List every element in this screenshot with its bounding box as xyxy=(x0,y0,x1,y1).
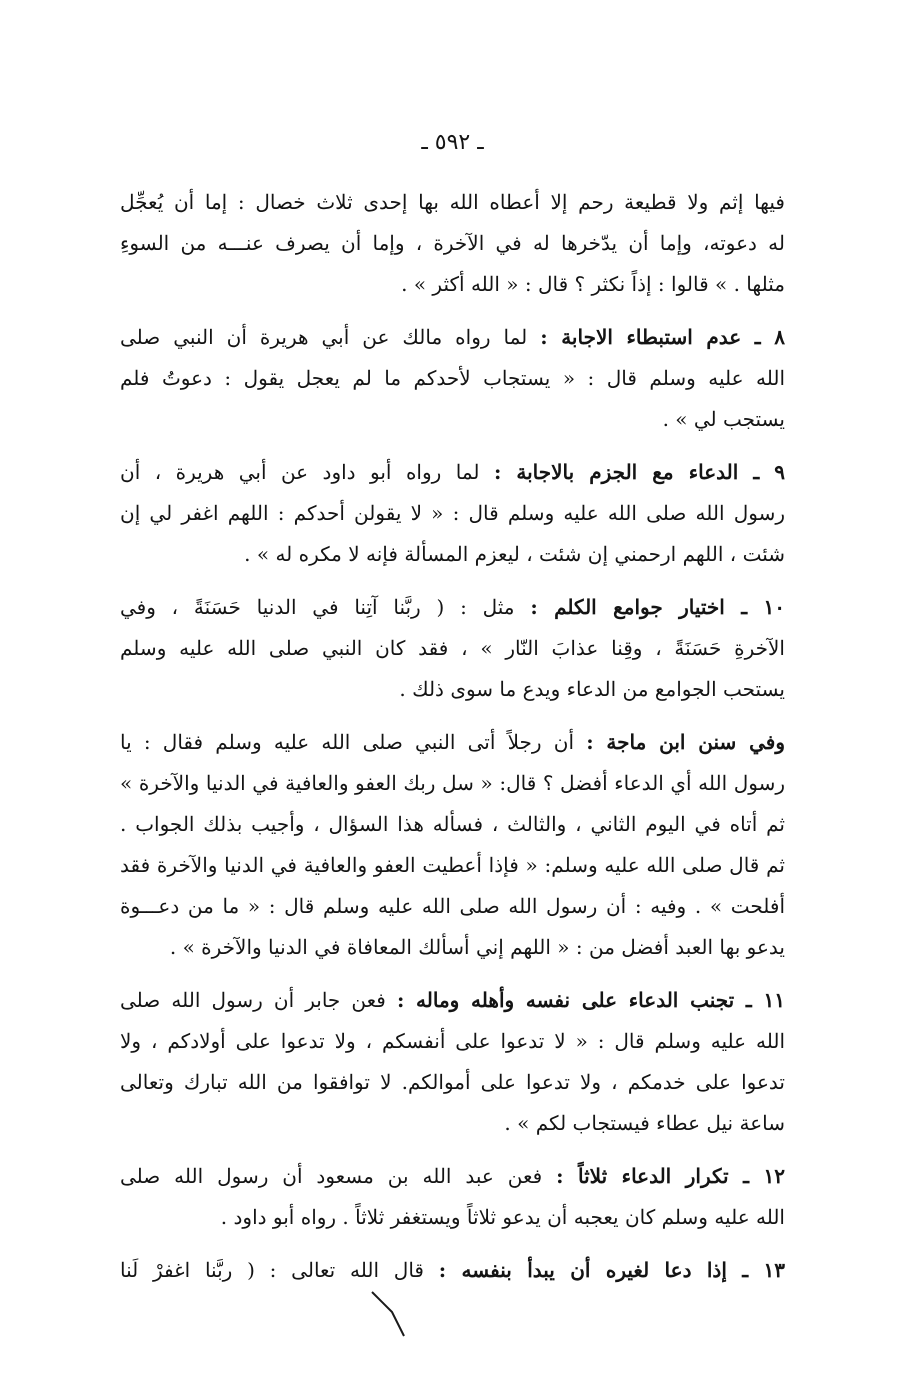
page-number: ـ ٥٩٢ ـ xyxy=(421,130,484,155)
text-line: الله عليه وسلم قال : « يستجاب لأحدكم ما لم يعجل يقول : دعوتُ فلم xyxy=(120,366,785,390)
text-line: رسول الله صلى الله عليه وسلم قال : « لا يقولن أحدكم : اللهم اغفر لي إن xyxy=(120,501,785,525)
text-run: فعن جابر أن رسول الله صلى xyxy=(120,988,397,1012)
text-line: شئت ، اللهم ارحمني إن شئت ، ليعزم المسألة فإنه لا مكره له » . xyxy=(244,542,785,566)
text-line: يستجب لي » . xyxy=(662,407,785,431)
section-heading: ٩ ـ الدعاء مع الجزم بالاجابة : xyxy=(493,460,785,484)
text-line: ثم قال صلى الله عليه وسلم: « فإذا أعطيت العفو والعافية في الدنيا والآخرة فقد xyxy=(120,853,785,877)
text-line: رسول الله أي الدعاء أفضل ؟ قال: « سل ربك العفو والعافية في الدنيا والآخرة » xyxy=(120,771,785,795)
section-heading: وفي سنن ابن ماجة : xyxy=(586,730,785,754)
text-line: ساعة نيل عطاء فيستجاب لكم » . xyxy=(504,1111,785,1135)
text-line: له دعوته، وإما أن يدّخرها له في الآخرة ، وإما أن يصرف عنـــه من السوءِ xyxy=(120,231,785,255)
section-heading: ١٣ ـ إذا دعا لغيره أن يبدأ بنفسه : xyxy=(438,1258,785,1282)
text-run: قال الله تعالى : ( ربَّنا اغفرْ لَنا xyxy=(120,1258,439,1282)
text-line: الله عليه وسلم كان يعجبه أن يدعو ثلاثاً ويستغفر ثلاثاً . رواه أبو داود . xyxy=(220,1205,785,1229)
text-run: لما رواه أبو داود عن أبي هريرة ، أن xyxy=(120,460,494,484)
text-line: فيها إثم ولا قطيعة رحم إلا أعطاه الله بها إحدى ثلاث خصال : إما أن يُعجِّل xyxy=(120,190,785,214)
section-heading: ١١ ـ تجنب الدعاء على نفسه وأهله وماله : xyxy=(396,988,785,1012)
text-line: أفلحت » . وفيه : أن رسول الله صلى الله عليه وسلم قال : « ما من دعـــوة xyxy=(120,894,785,918)
section-heading: ١٢ ـ تكرار الدعاء ثلاثاً : xyxy=(556,1164,785,1188)
text-line: يستحب الجوامع من الدعاء ويدع ما سوى ذلك . xyxy=(399,677,785,701)
text-line: الله عليه وسلم قال : « لا تدعوا على أنفسكم ، ولا تدعوا على أولادكم ، ولا xyxy=(120,1029,785,1053)
text-line: يدعو بها العبد أفضل من : « اللهم إني أسألك المعافاة في الدنيا والآخرة » . xyxy=(169,935,785,959)
text-run: لما رواه مالك عن أبي هريرة أن النبي صلى xyxy=(120,325,541,349)
text-line: ثم أتاه في اليوم الثاني ، والثالث ، فسأله هذا السؤال ، وأجيب بذلك الجواب . xyxy=(120,812,785,836)
text-line: مثلها . » قالوا : إذاً نكثر ؟ قال : « الله أكثر » . xyxy=(401,272,785,296)
text-run: فعن عبد الله بن مسعود أن رسول الله صلى xyxy=(120,1164,557,1188)
text-run: أن رجلاً أتى النبي صلى الله عليه وسلم فقال : يا xyxy=(120,730,587,754)
text-line: الآخرةِ حَسَنَةً ، وقِنا عذابَ النّار » ، فقد كان النبي صلى الله عليه وسلم xyxy=(120,636,785,660)
text-run: مثل : ( ربَّنا آتِنا في الدنيا حَسَنَةً ، وفي xyxy=(120,595,531,619)
section-heading: ٨ ـ عدم استبطاء الاجابة : xyxy=(540,325,785,349)
text-line: تدعوا على خدمكم ، ولا تدعوا على أموالكم. لا توافقوا من الله تبارك وتعالى xyxy=(120,1070,785,1094)
section-heading: ١٠ ـ اختيار جوامع الكلم : xyxy=(530,595,785,619)
